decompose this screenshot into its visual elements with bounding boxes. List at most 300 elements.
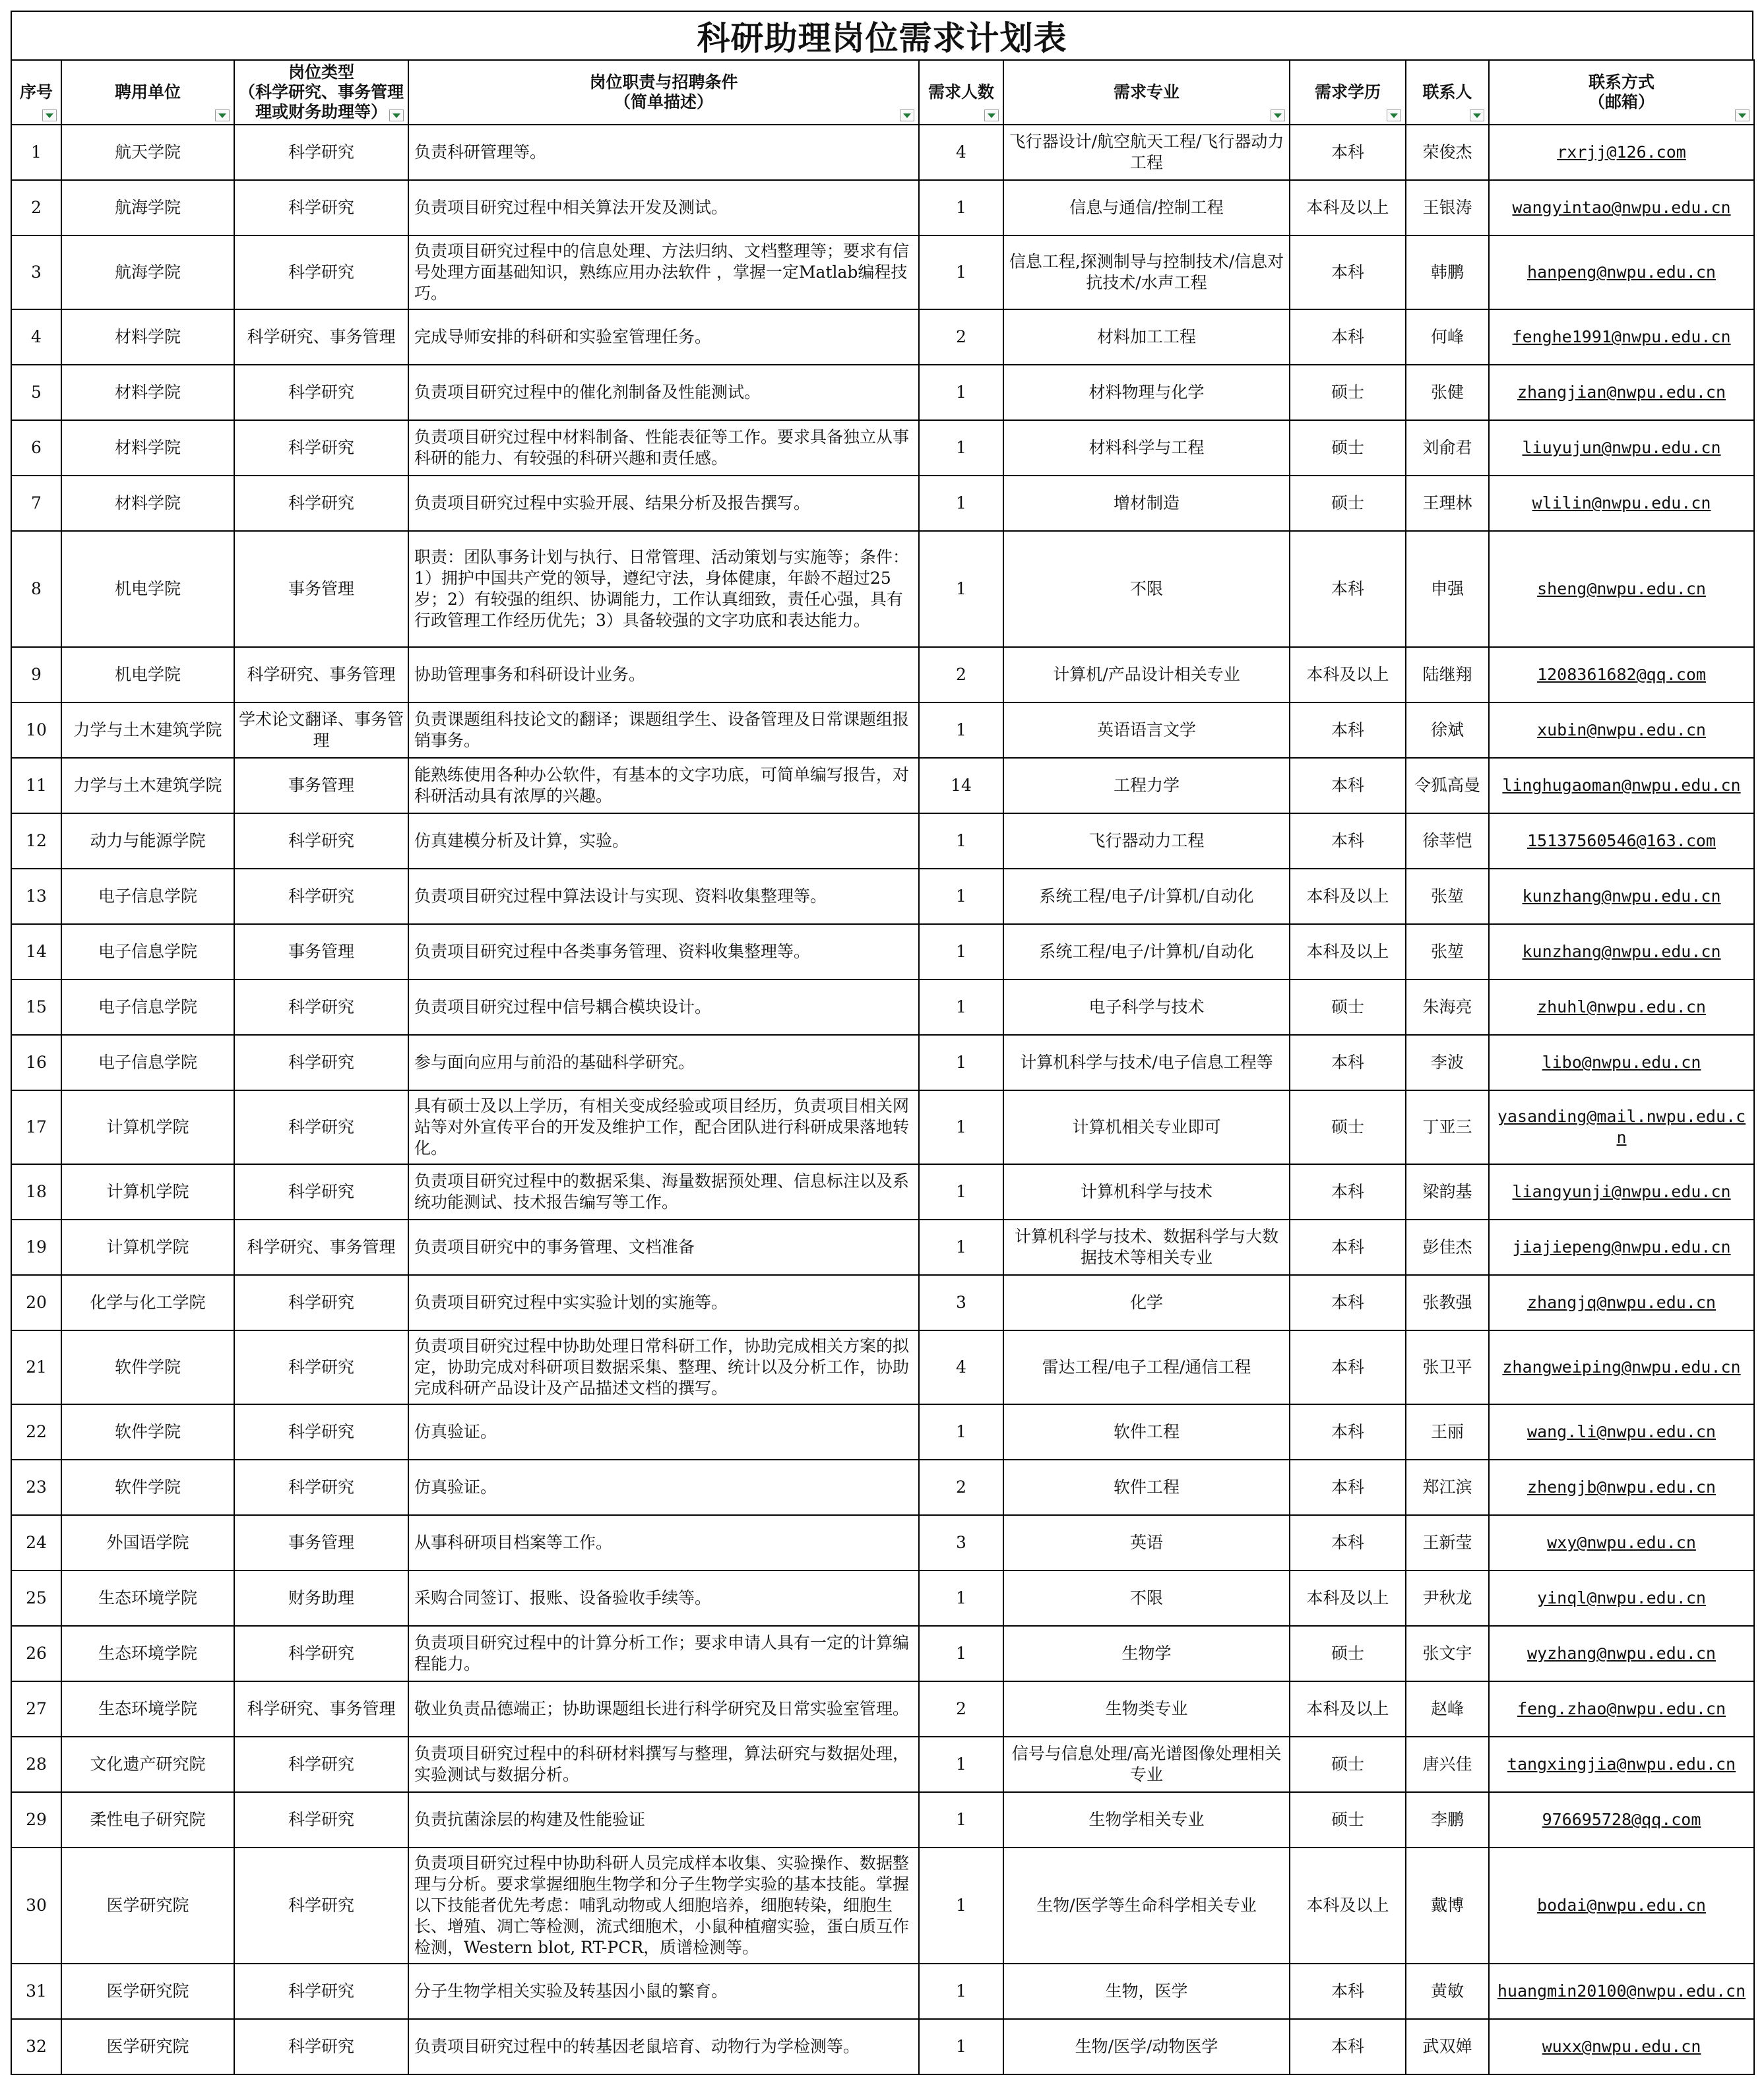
cell-count: 1 xyxy=(919,420,1003,476)
cell-type: 科学研究 xyxy=(234,1330,408,1404)
cell-mail[interactable]: zhengjb@nwpu.edu.cn xyxy=(1489,1460,1754,1515)
cell-seq: 29 xyxy=(11,1792,61,1848)
cell-major: 飞行器动力工程 xyxy=(1003,813,1290,869)
cell-contact: 张堃 xyxy=(1406,869,1489,924)
cell-count: 1 xyxy=(919,365,1003,420)
cell-edu: 本科 xyxy=(1290,813,1406,869)
cell-duty: 负责项目研究过程中信号耦合模块设计。 xyxy=(408,979,919,1035)
cell-type: 科学研究 xyxy=(234,1404,408,1460)
cell-type: 科学研究 xyxy=(234,813,408,869)
cell-contact: 王银涛 xyxy=(1406,180,1489,235)
cell-major: 生物类专业 xyxy=(1003,1681,1290,1737)
cell-unit: 文化遗产研究院 xyxy=(61,1737,234,1792)
table-row xyxy=(11,1570,1754,1626)
cell-edu: 本科 xyxy=(1290,1164,1406,1220)
cell-major: 化学 xyxy=(1003,1275,1290,1330)
cell-edu: 本科 xyxy=(1290,1460,1406,1515)
cell-mail[interactable]: wang.li@nwpu.edu.cn xyxy=(1489,1404,1754,1460)
cell-edu: 硕士 xyxy=(1290,1737,1406,1792)
cell-mail[interactable]: liuyujun@nwpu.edu.cn xyxy=(1489,420,1754,476)
header-count: 需求人数 xyxy=(919,60,1003,125)
cell-type: 科学研究 xyxy=(234,476,408,531)
cell-type: 科学研究 xyxy=(234,235,408,309)
cell-edu: 本科 xyxy=(1290,758,1406,813)
table-row xyxy=(11,1035,1754,1090)
cell-edu: 本科 xyxy=(1290,702,1406,758)
cell-edu: 本科及以上 xyxy=(1290,180,1406,235)
cell-contact: 戴博 xyxy=(1406,1848,1489,1964)
cell-seq: 8 xyxy=(11,531,61,647)
table-row xyxy=(11,2019,1754,2074)
cell-major: 材料物理与化学 xyxy=(1003,365,1290,420)
cell-mail[interactable]: 976695728@qq.com xyxy=(1489,1792,1754,1848)
cell-mail[interactable]: liangyunji@nwpu.edu.cn xyxy=(1489,1164,1754,1220)
cell-count: 3 xyxy=(919,1515,1003,1570)
table-row xyxy=(11,420,1754,476)
cell-major: 电子科学与技术 xyxy=(1003,979,1290,1035)
cell-unit: 化学与化工学院 xyxy=(61,1275,234,1330)
cell-type: 学术论文翻译、事务管理 xyxy=(234,702,408,758)
cell-duty: 职责：团队事务计划与执行、日常管理、活动策划与实施等；条件：1）拥护中国共产党的领导，遵纪守法，身体健康，年龄不超过25岁；2）有较强的组织、协调能力，工作认真细致，责任心强，具有行政管理工作经历优先；3）具备较强的文字功底和表达能力。 xyxy=(408,531,919,647)
cell-edu: 硕士 xyxy=(1290,476,1406,531)
cell-mail[interactable]: wlilin@nwpu.edu.cn xyxy=(1489,476,1754,531)
header-duty: 岗位职责与招聘条件 （简单描述） xyxy=(408,60,919,125)
cell-unit: 生态环境学院 xyxy=(61,1626,234,1681)
cell-duty: 负责项目研究中的事务管理、文档准备 xyxy=(408,1220,919,1275)
cell-major: 系统工程/电子/计算机/自动化 xyxy=(1003,869,1290,924)
cell-seq: 30 xyxy=(11,1848,61,1964)
cell-unit: 机电学院 xyxy=(61,531,234,647)
cell-edu: 本科 xyxy=(1290,1404,1406,1460)
cell-edu: 硕士 xyxy=(1290,365,1406,420)
cell-duty: 负责项目研究过程中的计算分析工作；要求申请人具有一定的计算编程能力。 xyxy=(408,1626,919,1681)
cell-edu: 硕士 xyxy=(1290,1792,1406,1848)
cell-type: 财务助理 xyxy=(234,1570,408,1626)
cell-contact: 黄敏 xyxy=(1406,1964,1489,2019)
cell-duty: 负责项目研究过程中协助科研人员完成样本收集、实验操作、数据整理与分析。要求掌握细胞生物学和分子生物学实验的基本技能。掌握以下技能者优先考虑：哺乳动物或人细胞培养，细胞转染，细胞生长、增殖、凋亡等检测，流式细胞术，小鼠种植瘤实验，蛋白质互作检测，Western blot, RT-PCR，质谱检测等。 xyxy=(408,1848,919,1964)
cell-duty: 负责科研管理等。 xyxy=(408,125,919,180)
cell-major: 生物学 xyxy=(1003,1626,1290,1681)
cell-major: 信号与信息处理/高光谱图像处理相关专业 xyxy=(1003,1737,1290,1792)
cell-type: 科学研究 xyxy=(234,420,408,476)
table-row xyxy=(11,924,1754,979)
cell-mail[interactable]: jiajiepeng@nwpu.edu.cn xyxy=(1489,1220,1754,1275)
cell-major: 生物/医学等生命科学相关专业 xyxy=(1003,1848,1290,1964)
filter-dropdown-icon[interactable] xyxy=(215,109,230,121)
cell-mail[interactable]: kunzhang@nwpu.edu.cn xyxy=(1489,924,1754,979)
cell-seq: 10 xyxy=(11,702,61,758)
cell-mail[interactable]: kunzhang@nwpu.edu.cn xyxy=(1489,869,1754,924)
cell-count: 1 xyxy=(919,702,1003,758)
cell-major: 不限 xyxy=(1003,1570,1290,1626)
cell-type: 科学研究 xyxy=(234,1164,408,1220)
cell-major: 软件工程 xyxy=(1003,1404,1290,1460)
table-row xyxy=(11,1164,1754,1220)
cell-duty: 能熟练使用各种办公软件，有基本的文字功底，可简单编写报告，对科研活动具有浓厚的兴趣。 xyxy=(408,758,919,813)
cell-type: 科学研究 xyxy=(234,2019,408,2074)
cell-contact: 张卫平 xyxy=(1406,1330,1489,1404)
cell-seq: 31 xyxy=(11,1964,61,2019)
cell-edu: 硕士 xyxy=(1290,1090,1406,1164)
cell-mail[interactable]: huangmin20100@nwpu.edu.cn xyxy=(1489,1964,1754,2019)
cell-edu: 本科及以上 xyxy=(1290,1848,1406,1964)
cell-mail[interactable]: zhangjian@nwpu.edu.cn xyxy=(1489,365,1754,420)
cell-contact: 申强 xyxy=(1406,531,1489,647)
cell-seq: 6 xyxy=(11,420,61,476)
cell-type: 科学研究、事务管理 xyxy=(234,1220,408,1275)
table-row xyxy=(11,647,1754,702)
cell-duty: 负责项目研究过程中各类事务管理、资料收集整理等。 xyxy=(408,924,919,979)
cell-edu: 本科及以上 xyxy=(1290,647,1406,702)
cell-seq: 12 xyxy=(11,813,61,869)
table-row xyxy=(11,1220,1754,1275)
cell-duty: 负责项目研究过程中算法设计与实现、资料收集整理等。 xyxy=(408,869,919,924)
cell-count: 4 xyxy=(919,1330,1003,1404)
cell-edu: 本科 xyxy=(1290,1275,1406,1330)
cell-seq: 9 xyxy=(11,647,61,702)
cell-unit: 医学研究院 xyxy=(61,1964,234,2019)
cell-edu: 本科 xyxy=(1290,1330,1406,1404)
cell-edu: 本科 xyxy=(1290,1220,1406,1275)
table-row xyxy=(11,758,1754,813)
cell-seq: 2 xyxy=(11,180,61,235)
cell-unit: 航海学院 xyxy=(61,235,234,309)
table-row xyxy=(11,1792,1754,1848)
cell-duty: 负责项目研究过程中的数据采集、海量数据预处理、信息标注以及系统功能测试、技术报告编写等工作。 xyxy=(408,1164,919,1220)
cell-seq: 4 xyxy=(11,309,61,365)
cell-count: 1 xyxy=(919,1220,1003,1275)
cell-count: 2 xyxy=(919,647,1003,702)
cell-contact: 徐莘恺 xyxy=(1406,813,1489,869)
cell-seq: 17 xyxy=(11,1090,61,1164)
cell-count: 4 xyxy=(919,125,1003,180)
cell-major: 英语 xyxy=(1003,1515,1290,1570)
cell-count: 1 xyxy=(919,1404,1003,1460)
cell-mail[interactable]: wxy@nwpu.edu.cn xyxy=(1489,1515,1754,1570)
cell-unit: 生态环境学院 xyxy=(61,1681,234,1737)
cell-duty: 敬业负责品德端正；协助课题组长进行科学研究及日常实验室管理。 xyxy=(408,1681,919,1737)
cell-count: 1 xyxy=(919,1848,1003,1964)
cell-count: 3 xyxy=(919,1275,1003,1330)
table-row xyxy=(11,1626,1754,1681)
cell-mail[interactable]: tangxingjia@nwpu.edu.cn xyxy=(1489,1737,1754,1792)
cell-mail[interactable]: 1208361682@qq.com xyxy=(1489,647,1754,702)
cell-type: 科学研究、事务管理 xyxy=(234,1681,408,1737)
cell-contact: 朱海亮 xyxy=(1406,979,1489,1035)
cell-type: 科学研究 xyxy=(234,1792,408,1848)
cell-contact: 尹秋龙 xyxy=(1406,1570,1489,1626)
cell-duty: 完成导师安排的科研和实验室管理任务。 xyxy=(408,309,919,365)
filter-dropdown-icon[interactable] xyxy=(1470,109,1484,121)
table-row xyxy=(11,1404,1754,1460)
filter-dropdown-icon[interactable] xyxy=(389,109,404,121)
cell-duty: 负责项目研究过程中实实验计划的实施等。 xyxy=(408,1275,919,1330)
cell-unit: 电子信息学院 xyxy=(61,1035,234,1090)
cell-count: 1 xyxy=(919,1626,1003,1681)
cell-unit: 软件学院 xyxy=(61,1460,234,1515)
cell-mail[interactable]: bodai@nwpu.edu.cn xyxy=(1489,1848,1754,1964)
cell-mail[interactable]: yinql@nwpu.edu.cn xyxy=(1489,1570,1754,1626)
cell-count: 2 xyxy=(919,1460,1003,1515)
cell-type: 科学研究 xyxy=(234,1626,408,1681)
cell-seq: 1 xyxy=(11,125,61,180)
cell-edu: 硕士 xyxy=(1290,1626,1406,1681)
cell-major: 不限 xyxy=(1003,531,1290,647)
cell-mail[interactable]: rxrjj@126.com xyxy=(1489,125,1754,180)
cell-unit: 机电学院 xyxy=(61,647,234,702)
sheet-title: 科研助理岗位需求计划表 xyxy=(11,11,1753,59)
cell-contact: 唐兴佳 xyxy=(1406,1737,1489,1792)
cell-mail[interactable]: wuxx@nwpu.edu.cn xyxy=(1489,2019,1754,2074)
cell-type: 事务管理 xyxy=(234,531,408,647)
cell-count: 1 xyxy=(919,924,1003,979)
cell-seq: 5 xyxy=(11,365,61,420)
cell-major: 材料加工工程 xyxy=(1003,309,1290,365)
cell-mail[interactable]: 15137560546@163.com xyxy=(1489,813,1754,869)
cell-seq: 14 xyxy=(11,924,61,979)
cell-major: 计算机相关专业即可 xyxy=(1003,1090,1290,1164)
cell-unit: 电子信息学院 xyxy=(61,924,234,979)
cell-major: 生物学相关专业 xyxy=(1003,1792,1290,1848)
cell-mail[interactable]: zhuhl@nwpu.edu.cn xyxy=(1489,979,1754,1035)
cell-edu: 本科及以上 xyxy=(1290,1681,1406,1737)
table-row xyxy=(11,125,1754,180)
cell-duty: 负责项目研究过程中实验开展、结果分析及报告撰写。 xyxy=(408,476,919,531)
cell-contact: 张教强 xyxy=(1406,1275,1489,1330)
cell-duty: 采购合同签订、报账、设备验收手续等。 xyxy=(408,1570,919,1626)
cell-type: 科学研究 xyxy=(234,1460,408,1515)
cell-seq: 28 xyxy=(11,1737,61,1792)
cell-count: 1 xyxy=(919,180,1003,235)
cell-major: 信息工程,探测制导与控制技术/信息对抗技术/水声工程 xyxy=(1003,235,1290,309)
cell-unit: 力学与土木建筑学院 xyxy=(61,702,234,758)
cell-unit: 计算机学院 xyxy=(61,1164,234,1220)
cell-count: 1 xyxy=(919,2019,1003,2074)
table-row xyxy=(11,476,1754,531)
cell-seq: 21 xyxy=(11,1330,61,1404)
cell-type: 事务管理 xyxy=(234,1515,408,1570)
cell-type: 事务管理 xyxy=(234,758,408,813)
cell-count: 2 xyxy=(919,1681,1003,1737)
cell-type: 科学研究 xyxy=(234,125,408,180)
cell-unit: 软件学院 xyxy=(61,1330,234,1404)
table-row xyxy=(11,1964,1754,2019)
table-row xyxy=(11,869,1754,924)
cell-duty: 从事科研项目档案等工作。 xyxy=(408,1515,919,1570)
cell-seq: 27 xyxy=(11,1681,61,1737)
cell-mail[interactable]: wyzhang@nwpu.edu.cn xyxy=(1489,1626,1754,1681)
cell-contact: 赵峰 xyxy=(1406,1681,1489,1737)
table-row xyxy=(11,1848,1754,1964)
cell-major: 工程力学 xyxy=(1003,758,1290,813)
filter-dropdown-icon[interactable] xyxy=(900,109,914,121)
cell-seq: 16 xyxy=(11,1035,61,1090)
cell-seq: 19 xyxy=(11,1220,61,1275)
cell-major: 生物/医学/动物医学 xyxy=(1003,2019,1290,2074)
cell-type: 科学研究、事务管理 xyxy=(234,647,408,702)
table-row xyxy=(11,1090,1754,1164)
cell-count: 1 xyxy=(919,1570,1003,1626)
cell-count: 14 xyxy=(919,758,1003,813)
cell-type: 科学研究 xyxy=(234,1848,408,1964)
cell-mail[interactable]: hanpeng@nwpu.edu.cn xyxy=(1489,235,1754,309)
cell-duty: 协助管理事务和科研设计业务。 xyxy=(408,647,919,702)
cell-contact: 陆继翔 xyxy=(1406,647,1489,702)
cell-unit: 医学研究院 xyxy=(61,1848,234,1964)
cell-edu: 本科 xyxy=(1290,1515,1406,1570)
cell-unit: 材料学院 xyxy=(61,420,234,476)
filter-dropdown-icon[interactable] xyxy=(1271,109,1285,121)
cell-duty: 负责抗菌涂层的构建及性能验证 xyxy=(408,1792,919,1848)
cell-contact: 徐斌 xyxy=(1406,702,1489,758)
cell-contact: 王理林 xyxy=(1406,476,1489,531)
table-row xyxy=(11,365,1754,420)
cell-mail[interactable]: xubin@nwpu.edu.cn xyxy=(1489,702,1754,758)
cell-seq: 7 xyxy=(11,476,61,531)
cell-major: 材料科学与工程 xyxy=(1003,420,1290,476)
cell-count: 1 xyxy=(919,813,1003,869)
header-mail: 联系方式 （邮箱） xyxy=(1489,60,1754,125)
header-row xyxy=(11,60,1754,125)
table-row xyxy=(11,1737,1754,1792)
cell-seq: 20 xyxy=(11,1275,61,1330)
cell-contact: 张堃 xyxy=(1406,924,1489,979)
cell-major: 软件工程 xyxy=(1003,1460,1290,1515)
cell-duty: 参与面向应用与前沿的基础科学研究。 xyxy=(408,1035,919,1090)
cell-count: 1 xyxy=(919,869,1003,924)
table-row xyxy=(11,180,1754,235)
cell-unit: 计算机学院 xyxy=(61,1220,234,1275)
cell-seq: 24 xyxy=(11,1515,61,1570)
table-row xyxy=(11,1330,1754,1404)
cell-contact: 王丽 xyxy=(1406,1404,1489,1460)
cell-contact: 刘俞君 xyxy=(1406,420,1489,476)
table-row xyxy=(11,235,1754,309)
cell-unit: 电子信息学院 xyxy=(61,979,234,1035)
requirement-table xyxy=(11,59,1755,2075)
table-row xyxy=(11,1515,1754,1570)
cell-mail[interactable]: fenghe1991@nwpu.edu.cn xyxy=(1489,309,1754,365)
cell-count: 1 xyxy=(919,1035,1003,1090)
cell-contact: 李鹏 xyxy=(1406,1792,1489,1848)
cell-type: 科学研究 xyxy=(234,1275,408,1330)
cell-major: 计算机科学与技术、数据科学与大数据技术等相关专业 xyxy=(1003,1220,1290,1275)
cell-duty: 分子生物学相关实验及转基因小鼠的繁育。 xyxy=(408,1964,919,2019)
cell-mail[interactable]: feng.zhao@nwpu.edu.cn xyxy=(1489,1681,1754,1737)
cell-seq: 25 xyxy=(11,1570,61,1626)
cell-contact: 张文宇 xyxy=(1406,1626,1489,1681)
cell-type: 科学研究 xyxy=(234,1035,408,1090)
table-row xyxy=(11,702,1754,758)
cell-major: 飞行器设计/航空航天工程/飞行器动力工程 xyxy=(1003,125,1290,180)
cell-edu: 本科及以上 xyxy=(1290,869,1406,924)
table-row xyxy=(11,1275,1754,1330)
cell-duty: 仿真验证。 xyxy=(408,1460,919,1515)
cell-unit: 医学研究院 xyxy=(61,2019,234,2074)
cell-contact: 何峰 xyxy=(1406,309,1489,365)
cell-seq: 18 xyxy=(11,1164,61,1220)
cell-major: 计算机科学与技术/电子信息工程等 xyxy=(1003,1035,1290,1090)
cell-unit: 材料学院 xyxy=(61,309,234,365)
cell-duty: 负责项目研究过程中的信息处理、方法归纳、文档整理等；要求有信号处理方面基础知识，熟练应用办法软件 ，掌握一定Matlab编程技巧。 xyxy=(408,235,919,309)
cell-unit: 力学与土木建筑学院 xyxy=(61,758,234,813)
cell-type: 科学研究、事务管理 xyxy=(234,309,408,365)
cell-edu: 本科 xyxy=(1290,309,1406,365)
cell-major: 雷达工程/电子工程/通信工程 xyxy=(1003,1330,1290,1404)
cell-major: 英语语言文学 xyxy=(1003,702,1290,758)
cell-contact: 韩鹏 xyxy=(1406,235,1489,309)
cell-seq: 23 xyxy=(11,1460,61,1515)
cell-count: 1 xyxy=(919,1090,1003,1164)
header-major: 需求专业 xyxy=(1003,60,1290,125)
cell-contact: 郑江滨 xyxy=(1406,1460,1489,1515)
filter-dropdown-icon[interactable] xyxy=(1387,109,1401,121)
cell-type: 科学研究 xyxy=(234,1737,408,1792)
cell-mail[interactable]: wangyintao@nwpu.edu.cn xyxy=(1489,180,1754,235)
cell-contact: 令狐高曼 xyxy=(1406,758,1489,813)
cell-edu: 硕士 xyxy=(1290,420,1406,476)
cell-type: 科学研究 xyxy=(234,1090,408,1164)
cell-type: 科学研究 xyxy=(234,979,408,1035)
cell-seq: 11 xyxy=(11,758,61,813)
table-row xyxy=(11,531,1754,647)
cell-edu: 本科及以上 xyxy=(1290,1570,1406,1626)
cell-unit: 外国语学院 xyxy=(61,1515,234,1570)
cell-contact: 荣俊杰 xyxy=(1406,125,1489,180)
cell-seq: 32 xyxy=(11,2019,61,2074)
table-row xyxy=(11,813,1754,869)
header-seq: 序号 xyxy=(11,60,61,125)
cell-duty: 负责项目研究过程中的科研材料撰写与整理，算法研究与数据处理，实验测试与数据分析。 xyxy=(408,1737,919,1792)
cell-edu: 本科 xyxy=(1290,1964,1406,2019)
filter-dropdown-icon[interactable] xyxy=(42,109,57,121)
cell-contact: 张健 xyxy=(1406,365,1489,420)
table-row xyxy=(11,309,1754,365)
cell-count: 1 xyxy=(919,1792,1003,1848)
cell-edu: 本科 xyxy=(1290,235,1406,309)
cell-mail[interactable]: libo@nwpu.edu.cn xyxy=(1489,1035,1754,1090)
cell-unit: 生态环境学院 xyxy=(61,1570,234,1626)
cell-seq: 13 xyxy=(11,869,61,924)
cell-type: 科学研究 xyxy=(234,180,408,235)
cell-major: 生物，医学 xyxy=(1003,1964,1290,2019)
cell-type: 科学研究 xyxy=(234,869,408,924)
cell-count: 1 xyxy=(919,531,1003,647)
filter-dropdown-icon[interactable] xyxy=(1735,109,1749,121)
cell-major: 系统工程/电子/计算机/自动化 xyxy=(1003,924,1290,979)
cell-contact: 武双婵 xyxy=(1406,2019,1489,2074)
cell-mail[interactable]: zhangweiping@nwpu.edu.cn xyxy=(1489,1330,1754,1404)
cell-mail[interactable]: linghugaoman@nwpu.edu.cn xyxy=(1489,758,1754,813)
cell-count: 1 xyxy=(919,1964,1003,2019)
cell-type: 科学研究 xyxy=(234,1964,408,2019)
cell-seq: 22 xyxy=(11,1404,61,1460)
cell-unit: 材料学院 xyxy=(61,365,234,420)
cell-unit: 动力与能源学院 xyxy=(61,813,234,869)
table-row xyxy=(11,979,1754,1035)
filter-dropdown-icon[interactable] xyxy=(984,109,999,121)
cell-mail[interactable]: sheng@nwpu.edu.cn xyxy=(1489,531,1754,647)
cell-duty: 负责课题组科技论文的翻译；课题组学生、设备管理及日常课题组报销事务。 xyxy=(408,702,919,758)
cell-unit: 航海学院 xyxy=(61,180,234,235)
cell-count: 1 xyxy=(919,476,1003,531)
cell-mail[interactable]: zhangjq@nwpu.edu.cn xyxy=(1489,1275,1754,1330)
header-edu: 需求学历 xyxy=(1290,60,1406,125)
cell-edu: 硕士 xyxy=(1290,979,1406,1035)
cell-duty: 负责项目研究过程中协助处理日常科研工作，协助完成相关方案的拟定，协助完成对科研项目数据采集、整理、统计以及分析工作，协助完成科研产品设计及产品描述文档的撰写。 xyxy=(408,1330,919,1404)
cell-mail[interactable]: yasanding@mail.nwpu.edu.cn xyxy=(1489,1090,1754,1164)
cell-seq: 3 xyxy=(11,235,61,309)
